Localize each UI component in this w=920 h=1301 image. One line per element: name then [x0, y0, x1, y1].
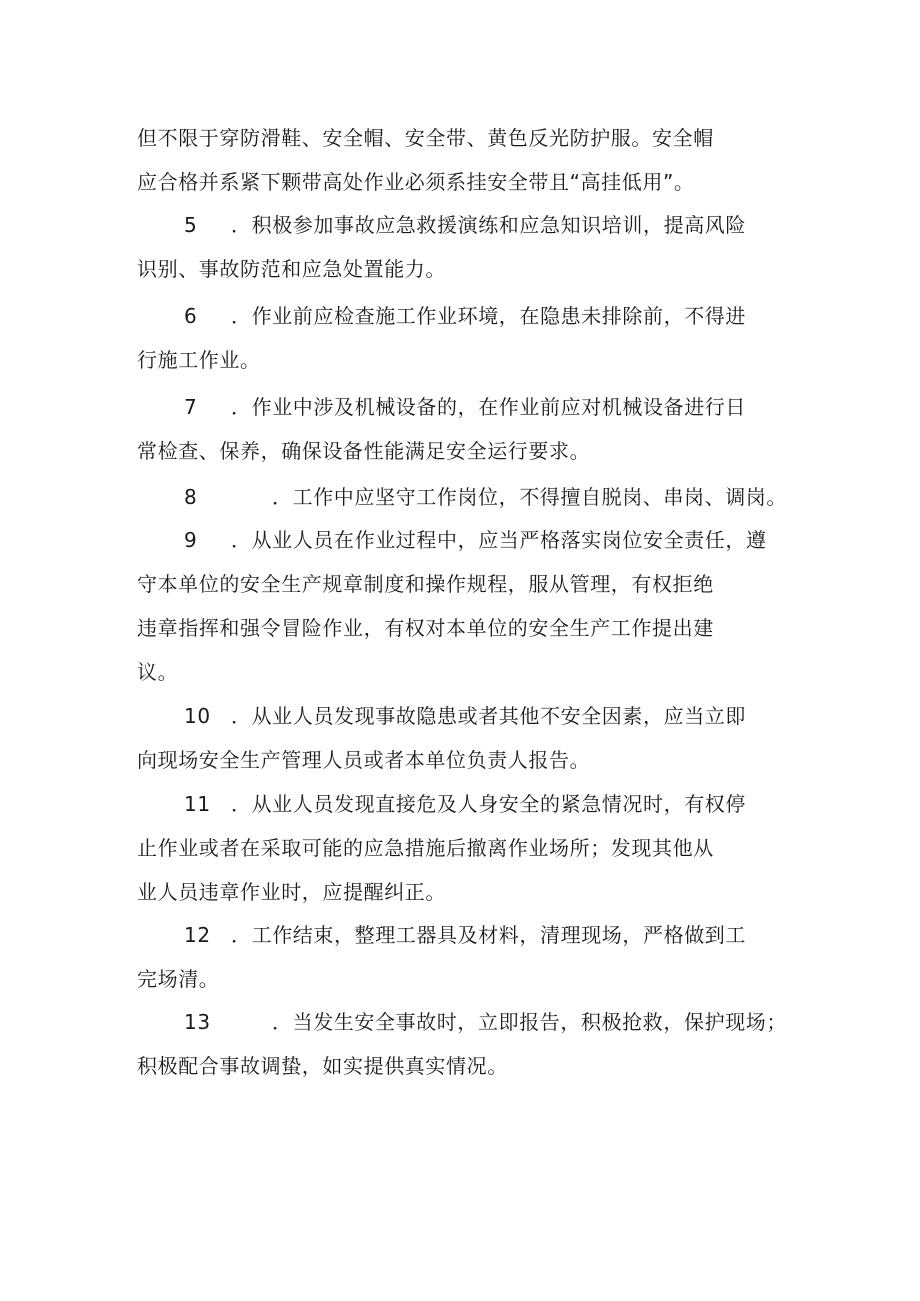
- paragraph-item-6: [137, 294, 787, 382]
- text-line: [137, 294, 787, 338]
- text-line: 止作业或者在采取可能的应急措施后撤离作业场所；发现其他从: [137, 836, 714, 860]
- text-line: 行施工作业。: [137, 348, 261, 372]
- text-line: 议。: [137, 660, 179, 684]
- item-number: 10: [184, 704, 211, 728]
- item-text: ．从业人员发现直接危及人身安全的紧急情况时，有权停: [231, 792, 746, 816]
- paragraph-item-5: [137, 203, 787, 291]
- text-line: 守本单位的安全生产规章制度和操作规程，服从管理，有权拒绝: [137, 572, 714, 596]
- paragraph-item-12: [137, 913, 787, 1001]
- item-text: ．当发生安全事故时，立即报告，积极抢救，保护现场；: [272, 1010, 787, 1034]
- item-text: ．从业人员在作业过程中，应当严格落实岗位安全责任，遵: [231, 528, 767, 552]
- item-number: 5: [184, 213, 198, 237]
- text-line: [137, 782, 787, 826]
- item-text: ．作业中涉及机械设备的，在作业前应对机械设备进行日: [231, 395, 746, 419]
- item-number: 7: [184, 395, 198, 419]
- paragraph-continuation: [137, 116, 787, 204]
- text-line: 向现场安全生产管理人员或者本单位负责人报告。: [137, 748, 591, 772]
- item-number: 8: [184, 485, 198, 509]
- text-line: [137, 518, 787, 562]
- text-line: 常检查、保养，确保设备性能满足安全运行要求。: [137, 439, 591, 463]
- paragraph-item-10: [137, 694, 787, 782]
- text-line: 违章指挥和强令冒险作业，有权对本单位的安全生产工作提出建: [137, 616, 714, 640]
- item-text: ．工作中应坚守工作岗位，不得擅自脱岗、串岗、调岗。: [272, 485, 787, 509]
- paragraph-item-8: [137, 475, 787, 519]
- paragraph-item-13: [137, 1000, 787, 1088]
- item-number: 6: [184, 304, 198, 328]
- paragraph-item-11: [137, 782, 787, 914]
- text-line: 积极配合事故调蛰，如实提供真实情况。: [137, 1054, 508, 1078]
- text-line: [137, 203, 787, 247]
- item-text: ．工作结束，整理工器具及材料，清理现场，严格做到工: [231, 923, 746, 947]
- item-text: ．从业人员发现事故隐患或者其他不安全因素，应当立即: [231, 704, 746, 728]
- text-line: [137, 694, 787, 738]
- item-number: 11: [184, 792, 211, 816]
- paragraph-item-9: [137, 518, 787, 694]
- text-line: [137, 475, 787, 519]
- text-line: 应合格并系紧下颗带高处作业必须系挂安全带且“高挂低用”。: [137, 170, 695, 194]
- text-line: 业人员违章作业时，应提醒纠正。: [137, 880, 446, 904]
- item-text: ．作业前应检查施工作业环境，在隐患未排除前，不得进: [231, 304, 746, 328]
- item-number: 9: [184, 528, 198, 552]
- text-line: 完场清。: [137, 967, 220, 991]
- text-line: 识别、事故防范和应急处置能力。: [137, 257, 446, 281]
- text-line: [137, 913, 787, 957]
- text-line: 但不限于穿防滑鞋、安全帽、安全带、黄色反光防护服。安全帽: [137, 126, 714, 150]
- item-text: ．积极参加事故应急救援演练和应急知识培训，提高风险: [231, 213, 746, 237]
- item-number: 13: [184, 1010, 211, 1034]
- item-number: 12: [184, 923, 211, 947]
- text-line: [137, 385, 787, 429]
- paragraph-item-7: [137, 385, 787, 473]
- text-line: [137, 1000, 787, 1044]
